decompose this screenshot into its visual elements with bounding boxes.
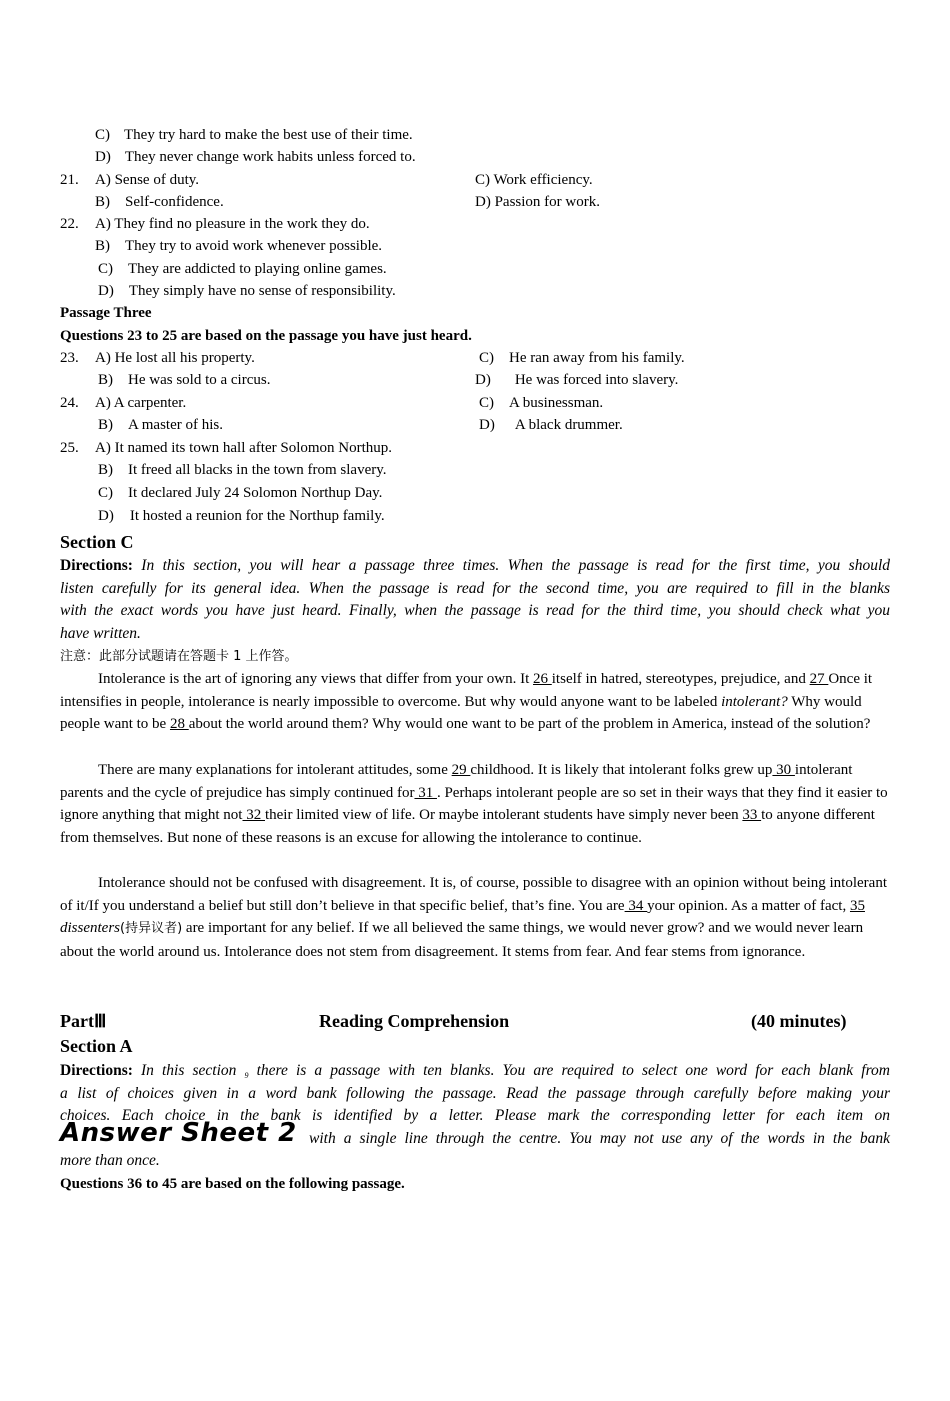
answer-card-note: 注意：此部分试题请在答题卡 1 上作答。 (60, 649, 298, 664)
q23-option-b: B) He was sold to a circus. (98, 372, 271, 388)
q23-option-a: A) He lost all his property. (95, 350, 255, 366)
part-3-title: Reading Comprehension (319, 1011, 510, 1031)
dictation-paragraph-1: Intolerance is the art of ignoring any views that differ from your own. It 26 itself in hatred, stereotypes, prejudice, and 27 Once it intensifies in people, intolerance is nearly impossible to overcome. But why would anyone want to be labeled intolerant? Why would people want to be 28 about the world around them? Why would one want to be part of the problem in America, instead of the solution? (60, 671, 873, 733)
section-c-directions-line-2: listen carefully for its general idea. When the passage is read for the second time, you are required to fill in the blanks (60, 580, 890, 597)
q24-option-a: A) A carpenter. (95, 395, 187, 411)
q24-number: 24. (60, 395, 79, 411)
q20-option-c: C) They try hard to make the best use of their time. (95, 127, 413, 143)
section-c-title: Section C (60, 532, 134, 552)
page-number: 9 (244, 1071, 249, 1080)
q22-option-b: B) They try to avoid work whenever possible. (95, 238, 383, 254)
q21-option-b: B) Self-confidence. (95, 194, 224, 210)
dictation-paragraph-3: Intolerance should not be confused with disagreement. It is, of course, possible to disagree with an opinion without being intolerant of it/If you understand a belief but still don’t believe in that specific belief, that’s fine. You are 34 your opinion. As a matter of fact, 35 dissenters(持异议者) are important for any belief. If we all believed the same things, we would never grow? and we would never learn about the world around us. Intolerance does not stem from disagreement. It stems from fear. And fear stems from ignorance. (60, 875, 887, 961)
passage-three-intro: Questions 23 to 25 are based on the passage you have just heard. (60, 328, 472, 344)
q25-option-d: D) It hosted a reunion for the Northup family. (98, 508, 385, 524)
blank-35[interactable]: 35 (849, 897, 865, 914)
blank-34[interactable]: 34 (624, 897, 648, 914)
q23-option-c: C) He ran away from his family. (479, 350, 685, 366)
blank-30[interactable]: 30 (772, 762, 795, 778)
q23-number: 23. (60, 350, 79, 366)
q25-option-c: C) It declared July 24 Solomon Northup Day. (98, 485, 383, 501)
q22-option-d: D) They simply have no sense of responsibility. (98, 283, 396, 299)
q25-option-b: B) It freed all blacks in the town from slavery. (98, 462, 387, 478)
section-a-title: Section A (60, 1036, 133, 1056)
blank-26[interactable]: 26 (533, 671, 552, 687)
q25-option-a: A) It named its town hall after Solomon Northup. (95, 440, 393, 456)
section-a-directions-line-4: with a single line through the centre. You may not use any of the words in the bank (309, 1130, 890, 1147)
q21-option-c: C) Work efficiency. (475, 172, 593, 188)
blank-28[interactable]: 28 (169, 716, 189, 733)
q21-option-d: D) Passion for work. (475, 194, 600, 210)
section-a-directions-line-5: more than once. (60, 1152, 160, 1169)
q25-number: 25. (60, 440, 79, 456)
blank-31[interactable]: 31 (414, 784, 437, 801)
q24-option-b: B) A master of his. (98, 417, 223, 433)
section-c-directions-line-3: with the exact words you have just heard. Finally, when the passage is read for the third time, you should check what you (60, 602, 890, 619)
q22-option-c: C) They are addicted to playing online games. (98, 261, 387, 277)
part-3-time: (40 minutes) (751, 1011, 847, 1031)
q20-option-d: D) They never change work habits unless forced to. (95, 149, 416, 165)
q24-option-d: D) A black drummer. (479, 417, 623, 433)
part-3-label: PartⅢ (60, 1011, 107, 1031)
q24-option-c: C) A businessman. (479, 395, 604, 411)
blank-27[interactable]: 27 (809, 671, 829, 687)
dictation-paragraph-2: There are many explanations for intolerant attitudes, some 29 childhood. It is likely that intolerant folks grew up 30 intolerant parents and the cycle of prejudice has simply continued for 31 . Perhaps intolerant people are so set in their ways that they find it easier to ignore anything that might not 32 their limited view of life. Or maybe intolerant students have simply never been 33 to anyone different from themselves. But none of these reasons is an excuse for allowing the intolerance to continue. (60, 762, 888, 847)
q22-number: 22. (60, 216, 79, 232)
section-a-directions-line-3: choices. Each choice in the bank is identified by a letter. Please mark the corresponding letter for each item on (60, 1107, 890, 1124)
section-a-directions-line-1: Directions: In this section 9 there is a passage with ten blanks. You are required to select one word for each blank from (60, 1062, 890, 1080)
section-c-directions-line-1: Directions: In this section, you will hear a passage three times. When the passage is read for the first time, you should (60, 557, 891, 574)
q21-option-a: A) Sense of duty. (95, 172, 200, 188)
blank-32[interactable]: 32 (242, 807, 265, 824)
section-c-directions-line-4: have written. (60, 625, 141, 642)
q23-option-d: D) He was forced into slavery. (475, 372, 679, 388)
passage-three-title: Passage Three (60, 305, 152, 321)
q22-option-a: A) They find no pleasure in the work they do. (95, 216, 370, 232)
blank-33[interactable]: 33 (742, 807, 762, 824)
answer-sheet-2-label: Answer Sheet 2 (60, 1118, 297, 1148)
q21-number: 21. (60, 172, 79, 188)
section-a-intro: Questions 36 to 45 are based on the following passage. (60, 1176, 405, 1192)
blank-29[interactable]: 29 (451, 762, 471, 778)
section-a-directions-line-2: a list of choices given in a word bank following the passage. Read the passage through carefully before making your (60, 1085, 890, 1102)
